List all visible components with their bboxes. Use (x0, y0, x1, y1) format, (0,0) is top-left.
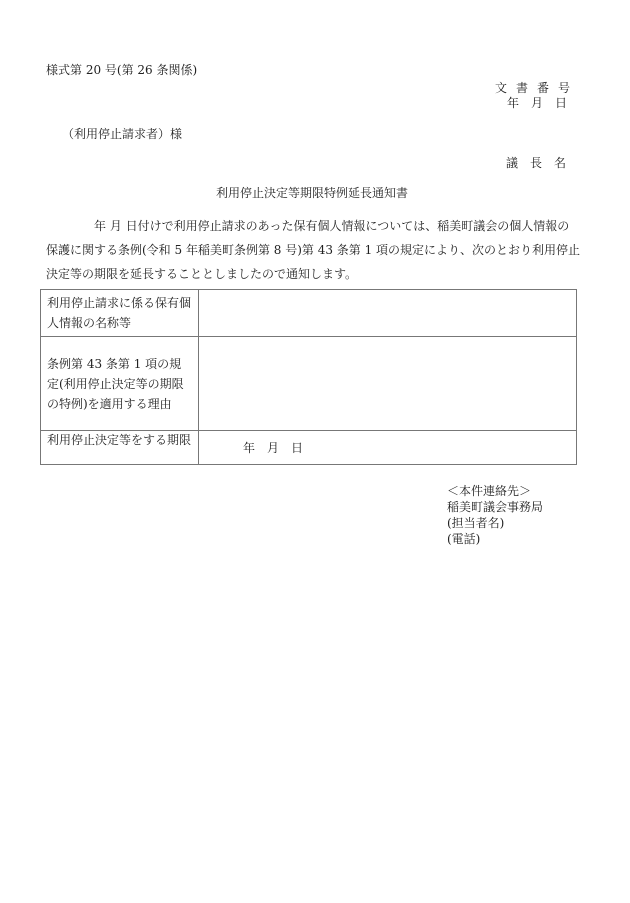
contact-heading: ＜本件連絡先＞ (447, 484, 532, 498)
table-row (41, 290, 577, 337)
sender-name: 議長名 (506, 156, 579, 170)
table-row (41, 431, 577, 465)
body-line: 年 月 日付けで利用停止請求のあった保有個人情報については、稲美町議会の個人情報の (94, 219, 570, 233)
row-label: 利用停止請求に係る保有個人情報の名称等 (41, 290, 199, 337)
recipient: （利用停止請求者）様 (62, 127, 183, 141)
row-label: 条例第 43 条第 1 項の規定(利用停止決定等の期限の特例)を適用する理由 (41, 337, 199, 431)
document-number: 文書番号 (495, 81, 580, 95)
document-title: 利用停止決定等期限特例延長通知書 (216, 186, 409, 200)
contact-person: (担当者名) (447, 516, 505, 530)
form-number: 様式第 20 号(第 26 条関係) (46, 63, 198, 77)
contact-block (447, 483, 543, 547)
row-value (199, 290, 577, 337)
info-table (40, 289, 577, 465)
contact-phone: (電話) (447, 532, 481, 546)
deadline-date: 年 月 日 (199, 431, 577, 465)
body-line: 保護に関する条例(令和 5 年稲美町条例第 8 号)第 43 条第 1 項の規定により、次のとおり利用停止 (46, 243, 581, 257)
row-label: 利用停止決定等をする期限 (41, 431, 199, 465)
issue-date: 年 月 日 (507, 96, 568, 110)
body-line: 決定等の期限を延長することとしましたので通知します。 (46, 267, 358, 281)
row-value (199, 337, 577, 431)
contact-office: 稲美町議会事務局 (447, 500, 544, 514)
body-paragraph (46, 214, 586, 286)
table-row (41, 337, 577, 431)
